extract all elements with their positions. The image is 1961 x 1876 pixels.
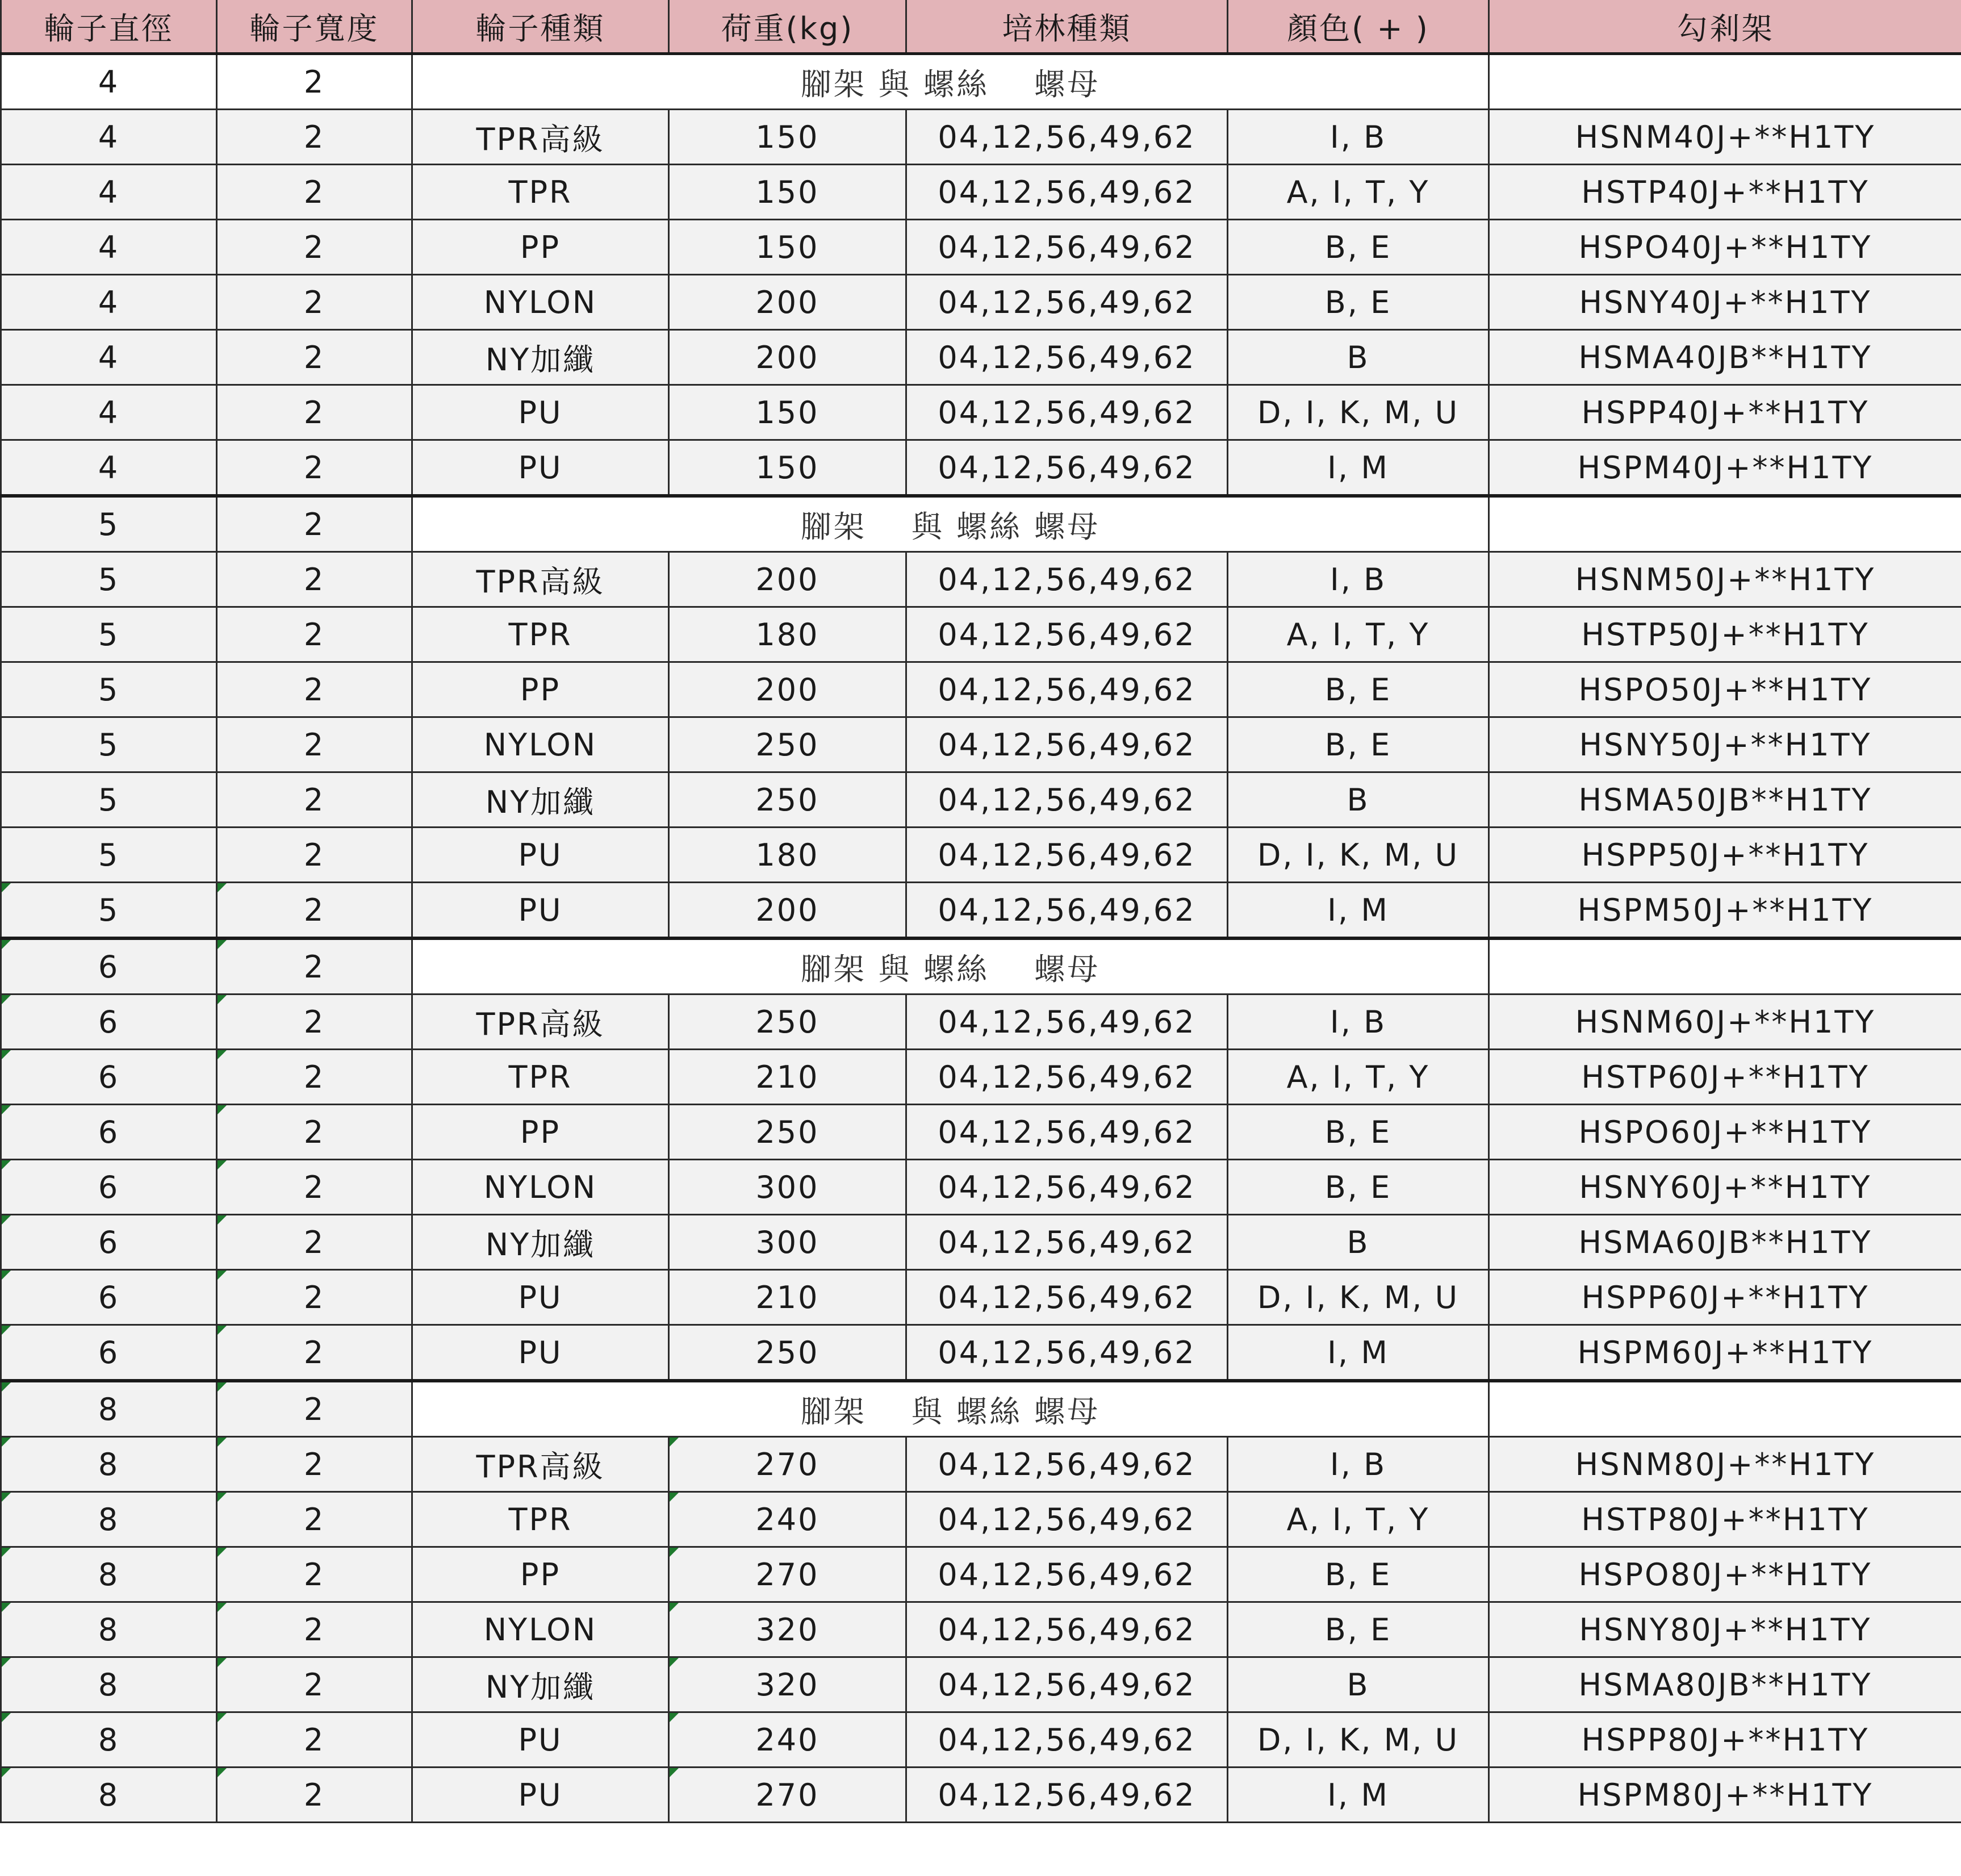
cell-wheel-type: PU [412,1325,669,1381]
cell-width: 2 [217,1160,412,1215]
cell-width: 2 [217,110,412,165]
cell-brake-code: HSPP80J+**H1TY [1489,1712,1961,1768]
cell-width: 2 [217,607,412,662]
cell-brake-code: HSTP60J+**H1TY [1489,1050,1961,1105]
table-row [1,1547,1961,1602]
cell-diameter: 8 [1,1437,217,1492]
cell-width: 2 [217,385,412,440]
cell-bearing: 04,12,56,49,62 [906,1215,1228,1270]
cell-load: 250 [669,995,906,1050]
cell-brake-code: HSPO80J+**H1TY [1489,1547,1961,1602]
cell-load: 250 [669,1105,906,1160]
cell-wheel-type: PP [412,662,669,717]
cell-wheel-type: PP [412,1547,669,1602]
cell-diameter: 6 [1,1160,217,1215]
cell-wheel-type: TPR高級 [412,110,669,165]
cell-diameter: 5 [1,717,217,772]
cell-diameter: 4 [1,54,217,110]
cell-brake-code: HSTP80J+**H1TY [1489,1492,1961,1547]
cell-color: A, I, T, Y [1228,1492,1489,1547]
cell-wheel-type: TPR高級 [412,1437,669,1492]
cell-diameter: 8 [1,1602,217,1657]
cell-brake-code: HSPP60J+**H1TY [1489,1270,1961,1325]
cell-bearing: 04,12,56,49,62 [906,275,1228,330]
table-row [1,385,1961,440]
cell-color: A, I, T, Y [1228,607,1489,662]
cell-color: D, I, K, M, U [1228,385,1489,440]
cell-load: 150 [669,110,906,165]
cell-bearing: 04,12,56,49,62 [906,1657,1228,1712]
cell-diameter: 6 [1,1050,217,1105]
table-row [1,828,1961,883]
cell-load: 250 [669,772,906,828]
cell-color: B [1228,772,1489,828]
cell-wheel-type: TPR [412,1492,669,1547]
cell-width: 2 [217,165,412,220]
cell-color [1489,54,1961,110]
cell-bearing: 04,12,56,49,62 [906,883,1228,939]
table-body [1,54,1961,1823]
cell-width: 2 [217,1050,412,1105]
cell-load: 150 [669,385,906,440]
cell-brake-code: HSTP50J+**H1TY [1489,607,1961,662]
cell-load: 270 [669,1437,906,1492]
cell-load: 320 [669,1602,906,1657]
cell-color: B [1228,1657,1489,1712]
table-row [1,165,1961,220]
cell-brake-code: HSPP40J+**H1TY [1489,385,1961,440]
cell-color [1489,938,1961,995]
cell-diameter: 5 [1,496,217,552]
cell-diameter: 6 [1,938,217,995]
table-row [1,772,1961,828]
cell-color: B [1228,1215,1489,1270]
cell-wheel-type: TPR [412,1050,669,1105]
cell-brake-code: HSPM50J+**H1TY [1489,883,1961,939]
table-row [1,1270,1961,1325]
cell-load: 210 [669,1050,906,1105]
cell-wheel-type: NYLON [412,275,669,330]
header-wheel-type: 輪子種類 [412,0,669,54]
table-row [1,1712,1961,1768]
table-row [1,662,1961,717]
cell-color: D, I, K, M, U [1228,1712,1489,1768]
cell-width: 2 [217,1270,412,1325]
cell-wheel-type: TPR高級 [412,552,669,607]
cell-color: B, E [1228,1602,1489,1657]
table-row [1,220,1961,275]
cell-bearing: 04,12,56,49,62 [906,440,1228,496]
cell-bearing: 04,12,56,49,62 [906,1602,1228,1657]
table-row [1,1160,1961,1215]
cell-width: 2 [217,330,412,385]
cell-width: 2 [217,1105,412,1160]
cell-load: 200 [669,883,906,939]
cell-wheel-type: PU [412,440,669,496]
cell-wheel-type: NY加纖 [412,1215,669,1270]
cell-brake-code: HSNM80J+**H1TY [1489,1437,1961,1492]
cell-brake-code: HSNY50J+**H1TY [1489,717,1961,772]
cell-bearing: 04,12,56,49,62 [906,995,1228,1050]
cell-brake-code: HSNM50J+**H1TY [1489,552,1961,607]
cell-color: B, E [1228,717,1489,772]
cell-diameter: 6 [1,995,217,1050]
cell-brake-code: HSTP40J+**H1TY [1489,165,1961,220]
cell-diameter: 4 [1,110,217,165]
cell-load: 200 [669,662,906,717]
header-bearing-type: 培林種類 [906,0,1228,54]
cell-diameter: 6 [1,1325,217,1381]
cell-wheel-type: PP [412,1105,669,1160]
cell-diameter: 8 [1,1712,217,1768]
table-row [1,1768,1961,1823]
table-row [1,1657,1961,1712]
cell-load: 150 [669,165,906,220]
header-load: 荷重(kg) [669,0,906,54]
cell-color: B, E [1228,1160,1489,1215]
cell-diameter: 4 [1,275,217,330]
table-row [1,1602,1961,1657]
cell-diameter: 5 [1,662,217,717]
cell-bearing: 04,12,56,49,62 [906,165,1228,220]
table-row [1,995,1961,1050]
header-wheel-diameter: 輪子直徑 [1,0,217,54]
cell-bearing: 04,12,56,49,62 [906,1105,1228,1160]
cell-width: 2 [217,995,412,1050]
cell-brake-code: HSNM40J+**H1TY [1489,110,1961,165]
header-row [1,0,1961,54]
cell-width: 2 [217,1547,412,1602]
header-color: 顏色( + ) [1228,0,1489,54]
table-row [1,1325,1961,1381]
cell-diameter: 4 [1,165,217,220]
cell-brake-code: HSNY80J+**H1TY [1489,1602,1961,1657]
cell-load: 300 [669,1160,906,1215]
cell-color: B [1228,330,1489,385]
cell-brake-code: HSPO60J+**H1TY [1489,1105,1961,1160]
cell-load: 270 [669,1547,906,1602]
cell-width: 2 [217,1381,412,1437]
cell-diameter: 5 [1,772,217,828]
group-header-row [1,54,1961,110]
cell-brake-code: HSNY40J+**H1TY [1489,275,1961,330]
cell-brake-code: HSMA50JB**H1TY [1489,772,1961,828]
cell-load: 150 [669,220,906,275]
table-row [1,1215,1961,1270]
cell-color: I, B [1228,1437,1489,1492]
cell-wheel-type: NY加纖 [412,330,669,385]
group-header-row [1,1381,1961,1437]
cell-width: 2 [217,220,412,275]
cell-color: B, E [1228,662,1489,717]
cell-width: 2 [217,828,412,883]
table-row [1,1492,1961,1547]
cell-width: 2 [217,1712,412,1768]
cell-load: 240 [669,1492,906,1547]
cell-color: B, E [1228,1547,1489,1602]
cell-brake-code: HSPM40J+**H1TY [1489,440,1961,496]
cell-load: 180 [669,607,906,662]
cell-load: 200 [669,330,906,385]
cell-load: 250 [669,717,906,772]
cell-bearing: 04,12,56,49,62 [906,1325,1228,1381]
cell-diameter: 8 [1,1657,217,1712]
cell-color: B, E [1228,220,1489,275]
table-row [1,440,1961,496]
cell-assembly-note: 腳架 與 螺絲 螺母 [412,1381,1489,1437]
cell-diameter: 4 [1,385,217,440]
cell-bearing: 04,12,56,49,62 [906,662,1228,717]
cell-wheel-type: NYLON [412,1602,669,1657]
cell-wheel-type: PU [412,883,669,939]
cell-diameter: 4 [1,330,217,385]
cell-bearing: 04,12,56,49,62 [906,607,1228,662]
group-header-row [1,938,1961,995]
cell-bearing: 04,12,56,49,62 [906,1768,1228,1823]
cell-width: 2 [217,717,412,772]
cell-color: D, I, K, M, U [1228,828,1489,883]
cell-brake-code: HSPM60J+**H1TY [1489,1325,1961,1381]
cell-width: 2 [217,275,412,330]
cell-load: 150 [669,440,906,496]
cell-load: 200 [669,552,906,607]
cell-bearing: 04,12,56,49,62 [906,1712,1228,1768]
cell-bearing: 04,12,56,49,62 [906,220,1228,275]
cell-color: I, B [1228,552,1489,607]
cell-wheel-type: TPR [412,607,669,662]
cell-brake-code: HSNM60J+**H1TY [1489,995,1961,1050]
cell-bearing: 04,12,56,49,62 [906,828,1228,883]
cell-brake-code: HSPO40J+**H1TY [1489,220,1961,275]
cell-width: 2 [217,772,412,828]
cell-bearing: 04,12,56,49,62 [906,552,1228,607]
cell-load: 300 [669,1215,906,1270]
cell-bearing: 04,12,56,49,62 [906,1270,1228,1325]
cell-wheel-type: PU [412,385,669,440]
cell-assembly-note: 腳架 與 螺絲 螺母 [412,938,1489,995]
cell-brake-code: HSPO50J+**H1TY [1489,662,1961,717]
cell-bearing: 04,12,56,49,62 [906,717,1228,772]
table-row [1,883,1961,939]
cell-bearing: 04,12,56,49,62 [906,1437,1228,1492]
cell-load: 200 [669,275,906,330]
cell-width: 2 [217,662,412,717]
cell-color: I, M [1228,440,1489,496]
cell-brake-code: HSNY60J+**H1TY [1489,1160,1961,1215]
cell-color: A, I, T, Y [1228,1050,1489,1105]
cell-color: I, B [1228,995,1489,1050]
cell-wheel-type: TPR高級 [412,995,669,1050]
cell-diameter: 6 [1,1215,217,1270]
cell-diameter: 4 [1,440,217,496]
cell-color: I, B [1228,110,1489,165]
cell-brake-code: HSMA40JB**H1TY [1489,330,1961,385]
cell-color: I, M [1228,1768,1489,1823]
cell-diameter: 4 [1,220,217,275]
cell-assembly-note: 腳架 與 螺絲 螺母 [412,496,1489,552]
cell-brake-code: HSPP50J+**H1TY [1489,828,1961,883]
cell-diameter: 6 [1,1270,217,1325]
table-row [1,1050,1961,1105]
cell-diameter: 8 [1,1381,217,1437]
cell-diameter: 6 [1,1105,217,1160]
cell-wheel-type: PU [412,1270,669,1325]
cell-width: 2 [217,1657,412,1712]
cell-bearing: 04,12,56,49,62 [906,772,1228,828]
cell-assembly-note: 腳架 與 螺絲 螺母 [412,54,1489,110]
table-row [1,607,1961,662]
cell-bearing: 04,12,56,49,62 [906,1160,1228,1215]
table-header [1,0,1961,54]
cell-width: 2 [217,1437,412,1492]
cell-width: 2 [217,938,412,995]
cell-bearing: 04,12,56,49,62 [906,1492,1228,1547]
cell-brake-code: HSPM80J+**H1TY [1489,1768,1961,1823]
group-header-row [1,496,1961,552]
table-row [1,110,1961,165]
cell-width: 2 [217,54,412,110]
cell-color: I, M [1228,1325,1489,1381]
cell-diameter: 8 [1,1492,217,1547]
cell-wheel-type: NY加纖 [412,1657,669,1712]
cell-width: 2 [217,496,412,552]
cell-bearing: 04,12,56,49,62 [906,1050,1228,1105]
cell-wheel-type: NYLON [412,717,669,772]
cell-bearing: 04,12,56,49,62 [906,110,1228,165]
cell-width: 2 [217,1215,412,1270]
cell-wheel-type: NYLON [412,1160,669,1215]
cell-bearing: 04,12,56,49,62 [906,385,1228,440]
table-row [1,1437,1961,1492]
table-row [1,1105,1961,1160]
cell-brake-code: HSMA80JB**H1TY [1489,1657,1961,1712]
table-row [1,275,1961,330]
cell-color [1489,1381,1961,1437]
cell-wheel-type: PU [412,828,669,883]
cell-color: B, E [1228,275,1489,330]
cell-width: 2 [217,1768,412,1823]
cell-load: 240 [669,1712,906,1768]
cell-width: 2 [217,1325,412,1381]
cell-color: D, I, K, M, U [1228,1270,1489,1325]
cell-diameter: 5 [1,552,217,607]
cell-width: 2 [217,1602,412,1657]
table-row [1,330,1961,385]
cell-diameter: 5 [1,607,217,662]
cell-brake-code: HSMA60JB**H1TY [1489,1215,1961,1270]
header-brake-frame: 勾剎架 [1489,0,1961,54]
cell-wheel-type: TPR [412,165,669,220]
table-row [1,552,1961,607]
cell-wheel-type: NY加纖 [412,772,669,828]
cell-width: 2 [217,1492,412,1547]
cell-wheel-type: PU [412,1768,669,1823]
cell-load: 210 [669,1270,906,1325]
cell-width: 2 [217,552,412,607]
cell-width: 2 [217,883,412,939]
cell-wheel-type: PU [412,1712,669,1768]
cell-wheel-type: PP [412,220,669,275]
cell-color [1489,496,1961,552]
cell-bearing: 04,12,56,49,62 [906,330,1228,385]
cell-bearing: 04,12,56,49,62 [906,1547,1228,1602]
cell-color: B, E [1228,1105,1489,1160]
cell-load: 270 [669,1768,906,1823]
cell-load: 250 [669,1325,906,1381]
cell-diameter: 5 [1,883,217,939]
header-wheel-width: 輪子寬度 [217,0,412,54]
cell-width: 2 [217,440,412,496]
cell-load: 180 [669,828,906,883]
cell-diameter: 8 [1,1547,217,1602]
cell-diameter: 5 [1,828,217,883]
cell-diameter: 8 [1,1768,217,1823]
table-row [1,717,1961,772]
cell-load: 320 [669,1657,906,1712]
cell-color: I, M [1228,883,1489,939]
cell-color: A, I, T, Y [1228,165,1489,220]
